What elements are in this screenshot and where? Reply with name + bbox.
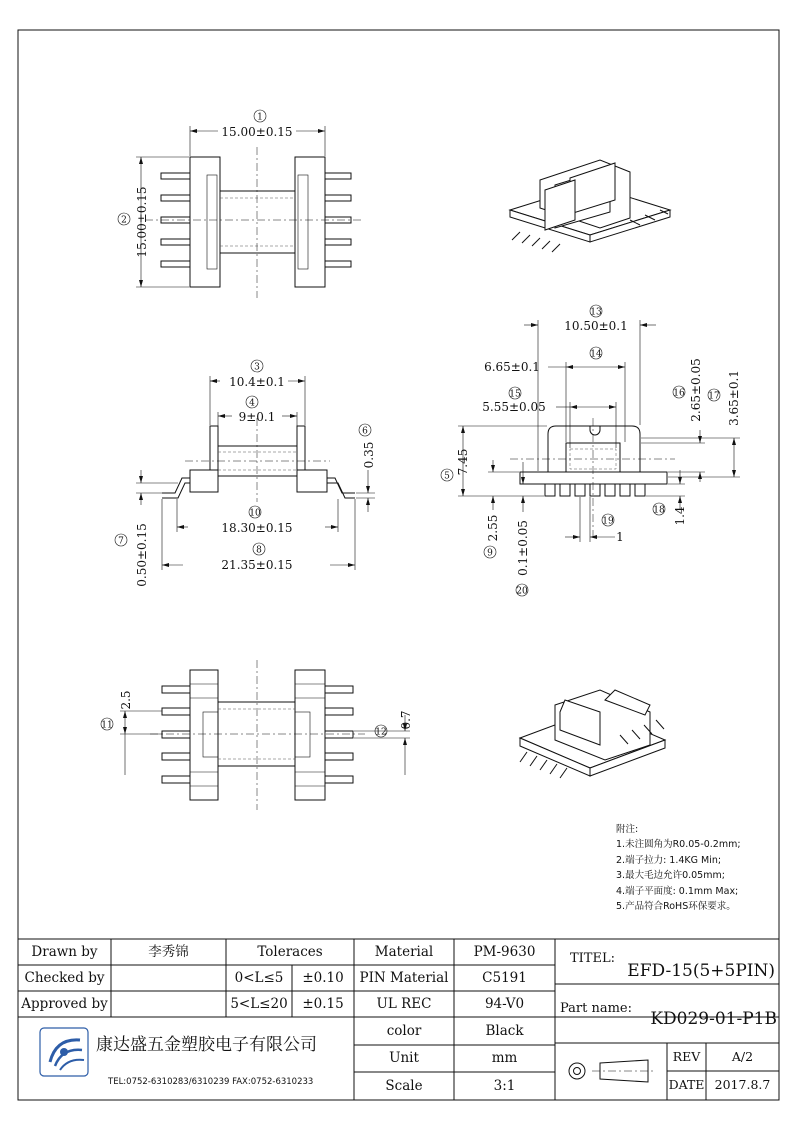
dim-3-65: 3.65±0.1 — [727, 370, 741, 426]
note-item: 2.端子拉力: 1.4KG Min; — [616, 854, 722, 866]
ref-15: 15 — [509, 389, 521, 400]
ul-label: UL REC — [376, 996, 432, 1012]
dim-1-4: 1.4 — [673, 506, 687, 526]
dim-2-65: 2.65±0.05 — [689, 358, 703, 422]
scale-value: 3:1 — [493, 1078, 516, 1094]
dim-top-width: 15.00±0.15 — [221, 125, 293, 139]
ref-16: 16 — [673, 388, 685, 399]
drawn-by-value: 李秀锦 — [148, 944, 189, 960]
notes-block — [616, 822, 741, 914]
ref-7: 7 — [118, 536, 124, 547]
rev-label: REV — [672, 1049, 701, 1064]
part-name-label: Part name: — [560, 1001, 633, 1016]
ref-8: 8 — [256, 545, 262, 556]
dim-7-45: 7.45 — [456, 448, 470, 476]
note-item: 5.产品符合RoHS环保要求。 — [616, 901, 736, 913]
rev-value: A/2 — [731, 1049, 754, 1064]
ref-18: 18 — [653, 505, 665, 516]
dim-0-35: 0.35 — [362, 441, 376, 469]
dim-10-4: 10.4±0.1 — [229, 375, 285, 389]
dim-10-50: 10.50±0.1 — [564, 319, 628, 333]
unit-label: Unit — [389, 1050, 419, 1066]
dim-0-7: 0.7 — [399, 710, 413, 730]
ref-12: 12 — [375, 727, 387, 738]
ref-2: 2 — [121, 215, 127, 226]
pin-material-label: PIN Material — [359, 970, 449, 986]
bottom-view — [101, 660, 413, 810]
dim-0-1: 0.1±0.05 — [516, 520, 530, 576]
tolerances-label: Toleraces — [257, 944, 323, 960]
pin-material-value: C5191 — [482, 970, 527, 986]
title-label: TITEL: — [570, 951, 615, 966]
ref-9: 9 — [487, 548, 493, 559]
dim-1: 1 — [616, 530, 624, 544]
company-contact: TEL:0752-6310283/6310239 FAX:0752-6310233 — [108, 1077, 314, 1087]
tolerance-range-1: 0<L≤5 — [234, 970, 284, 986]
date-label: DATE — [668, 1077, 705, 1092]
note-item: 1.未注圆角为R0.05-0.2mm; — [616, 839, 741, 851]
ref-14: 14 — [590, 349, 602, 360]
material-label: Material — [374, 944, 434, 960]
color-value: Black — [485, 1023, 524, 1039]
ref-4: 4 — [249, 398, 255, 409]
side-view — [115, 360, 376, 587]
note-item: 3.最大毛边允许0.05mm; — [616, 870, 725, 882]
dim-top-height: 15.00±0.15 — [135, 186, 149, 258]
top-view — [118, 110, 362, 298]
dim-21-35: 21.35±0.15 — [221, 558, 293, 572]
material-value: PM-9630 — [473, 944, 536, 960]
ref-1: 1 — [257, 112, 263, 123]
dim-18-30: 18.30±0.15 — [221, 521, 293, 535]
notes-heading: 附注: — [616, 824, 639, 835]
title-value: EFD-15(5+5PIN) — [627, 961, 775, 981]
end-view — [441, 305, 741, 597]
ul-value: 94-V0 — [484, 996, 525, 1012]
tolerance-range-2: 5<L≤20 — [230, 996, 288, 1012]
ref-6: 6 — [362, 426, 368, 437]
dim-6-65: 6.65±0.1 — [484, 360, 540, 374]
isometric-view-bottom — [520, 690, 665, 778]
ref-10: 10 — [249, 508, 261, 519]
dim-5-55: 5.55±0.05 — [482, 400, 546, 414]
unit-value: mm — [491, 1050, 518, 1066]
note-item: 4.端子平面度: 0.1mm Max; — [616, 885, 739, 897]
scale-label: Scale — [385, 1078, 423, 1094]
ref-5: 5 — [444, 471, 450, 482]
ref-19: 19 — [602, 516, 614, 527]
company-name: 康达盛五金塑胶电子有限公司 — [96, 1035, 317, 1055]
tolerance-value-1: ±0.10 — [302, 970, 344, 986]
dim-2-55: 2.55 — [486, 514, 500, 542]
ref-11: 11 — [101, 720, 113, 731]
ref-17: 17 — [708, 391, 720, 402]
approved-by-label: Approved by — [21, 996, 108, 1012]
checked-by-label: Checked by — [24, 970, 105, 986]
color-label: color — [386, 1023, 422, 1039]
dim-2-5: 2.5 — [119, 690, 133, 710]
isometric-view-top — [510, 160, 670, 252]
projection-symbol-icon — [569, 1063, 585, 1079]
dim-0-50: 0.50±0.15 — [135, 523, 149, 587]
tolerance-value-2: ±0.15 — [302, 996, 344, 1012]
ref-3: 3 — [254, 362, 260, 373]
ref-20: 20 — [516, 586, 528, 597]
drawn-by-label: Drawn by — [31, 944, 98, 960]
part-name-value: KD029-01-P1B — [650, 1009, 777, 1029]
date-value: 2017.8.7 — [714, 1077, 771, 1092]
ref-13: 13 — [590, 307, 602, 318]
dim-9: 9±0.1 — [238, 410, 276, 424]
